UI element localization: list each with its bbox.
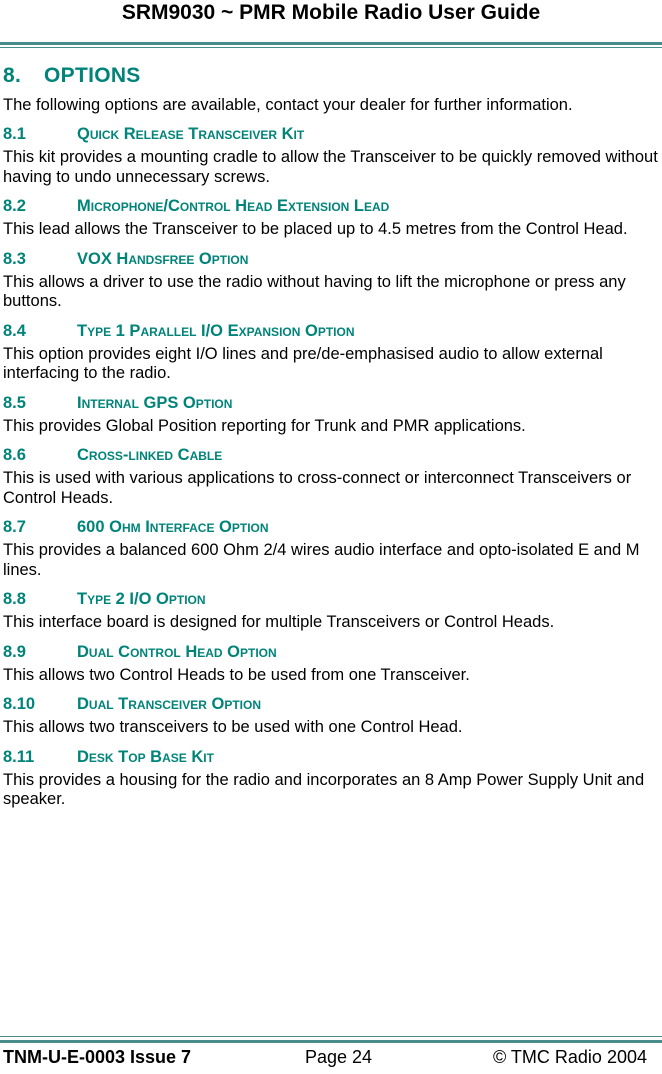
section-number: 8.5: [3, 393, 26, 412]
section-title: Dual Transceiver Option: [77, 695, 262, 713]
section-title: Type 1 Parallel I/O Expansion Option: [77, 321, 355, 340]
section-title: 600 Ohm Interface Option: [77, 518, 269, 536]
footer-rule-thin: [0, 1036, 662, 1037]
section-heading: [3, 693, 659, 715]
section-heading: [3, 392, 659, 414]
section-body: This lead allows the Transceiver to be placed up to 4.5 metres from the Control Head.: [3, 220, 628, 238]
section-8-10: [3, 693, 659, 738]
section-number: 8.10: [3, 695, 36, 713]
chapter-title: OPTIONS: [44, 64, 141, 87]
section-body: This interface board is designed for multiple Transceivers or Control Heads.: [3, 613, 555, 631]
header-rule-thin: [0, 47, 662, 48]
section-8-1: [3, 123, 659, 187]
copyright-notice: © TMC Radio 2004: [492, 1047, 647, 1067]
section-heading: [3, 195, 659, 217]
section-body: This allows two Control Heads to be used from one Transceiver.: [3, 665, 470, 684]
section-title: Internal GPS Option: [77, 393, 233, 412]
section-number: 8.2: [3, 197, 26, 215]
page-number: Page 24: [305, 1047, 373, 1067]
section-8-5: [3, 392, 659, 437]
section-8-7: [3, 516, 659, 580]
section-8-4: [3, 320, 659, 384]
section-title: Desk Top Base Kit: [77, 747, 214, 766]
section-number: 8.8: [3, 590, 26, 608]
section-body: This provides a housing for the radio and incorporates an 8 Amp Power Supply Unit and speaker.: [3, 770, 645, 808]
section-title: Microphone/Control Head Extension Lead: [77, 197, 390, 215]
section-heading: [3, 641, 659, 663]
section-heading: [3, 320, 659, 342]
section-heading: [3, 588, 659, 610]
section-8-8: [3, 588, 659, 633]
section-8-2: [3, 195, 659, 240]
section-heading: [3, 248, 659, 270]
section-body: This provides Global Position reporting for Trunk and PMR applications.: [3, 416, 526, 435]
section-heading: [3, 516, 659, 538]
section-8-11: [3, 746, 659, 810]
document-id: TNM-U-E-0003 Issue 7: [3, 1047, 192, 1067]
section-body: This option provides eight I/O lines and pre/de-emphasised audio to allow external interfacing to the radio.: [3, 344, 603, 382]
header-rule: [0, 42, 662, 45]
section-heading: [3, 746, 659, 768]
section-8-6: [3, 444, 659, 508]
section-body: This is used with various applications to cross-connect or interconnect Transceivers or Control Heads.: [3, 469, 632, 507]
page-header-title: SRM9030 ~ PMR Mobile Radio User Guide: [121, 1, 541, 24]
section-body: This provides a balanced 600 Ohm 2/4 wires audio interface and opto-isolated E and M lines.: [3, 541, 640, 579]
section-title: Type 2 I/O Option: [77, 590, 206, 608]
section-number: 8.4: [3, 321, 26, 340]
document-body: [3, 62, 659, 810]
section-number: 8.6: [3, 446, 26, 464]
section-8-3: [3, 248, 659, 312]
section-title: Quick Release Transceiver Kit: [77, 125, 305, 143]
section-number: 8.1: [3, 125, 26, 143]
section-title: VOX Handsfree Option: [77, 249, 249, 268]
footer-rule: [0, 1040, 662, 1043]
section-number: 8.7: [3, 518, 26, 536]
section-title: Cross-linked Cable: [77, 446, 223, 464]
section-8-9: [3, 641, 659, 686]
section-number: 8.9: [3, 642, 26, 661]
section-body: This allows a driver to use the radio without having to lift the microphone or press any buttons.: [3, 272, 626, 310]
chapter-intro: The following options are available, contact your dealer for further information.: [3, 96, 573, 114]
section-heading: [3, 444, 659, 466]
section-body: This allows two transceivers to be used with one Control Head.: [3, 718, 463, 736]
section-heading: [3, 123, 659, 145]
section-number: 8.3: [3, 249, 26, 268]
chapter-heading: [3, 62, 659, 90]
section-title: Dual Control Head Option: [77, 642, 277, 661]
chapter-number: 8.: [3, 64, 22, 87]
section-body: This kit provides a mounting cradle to allow the Transceiver to be quickly removed without having to undo unnecessary screws.: [3, 148, 658, 186]
section-number: 8.11: [3, 747, 35, 766]
